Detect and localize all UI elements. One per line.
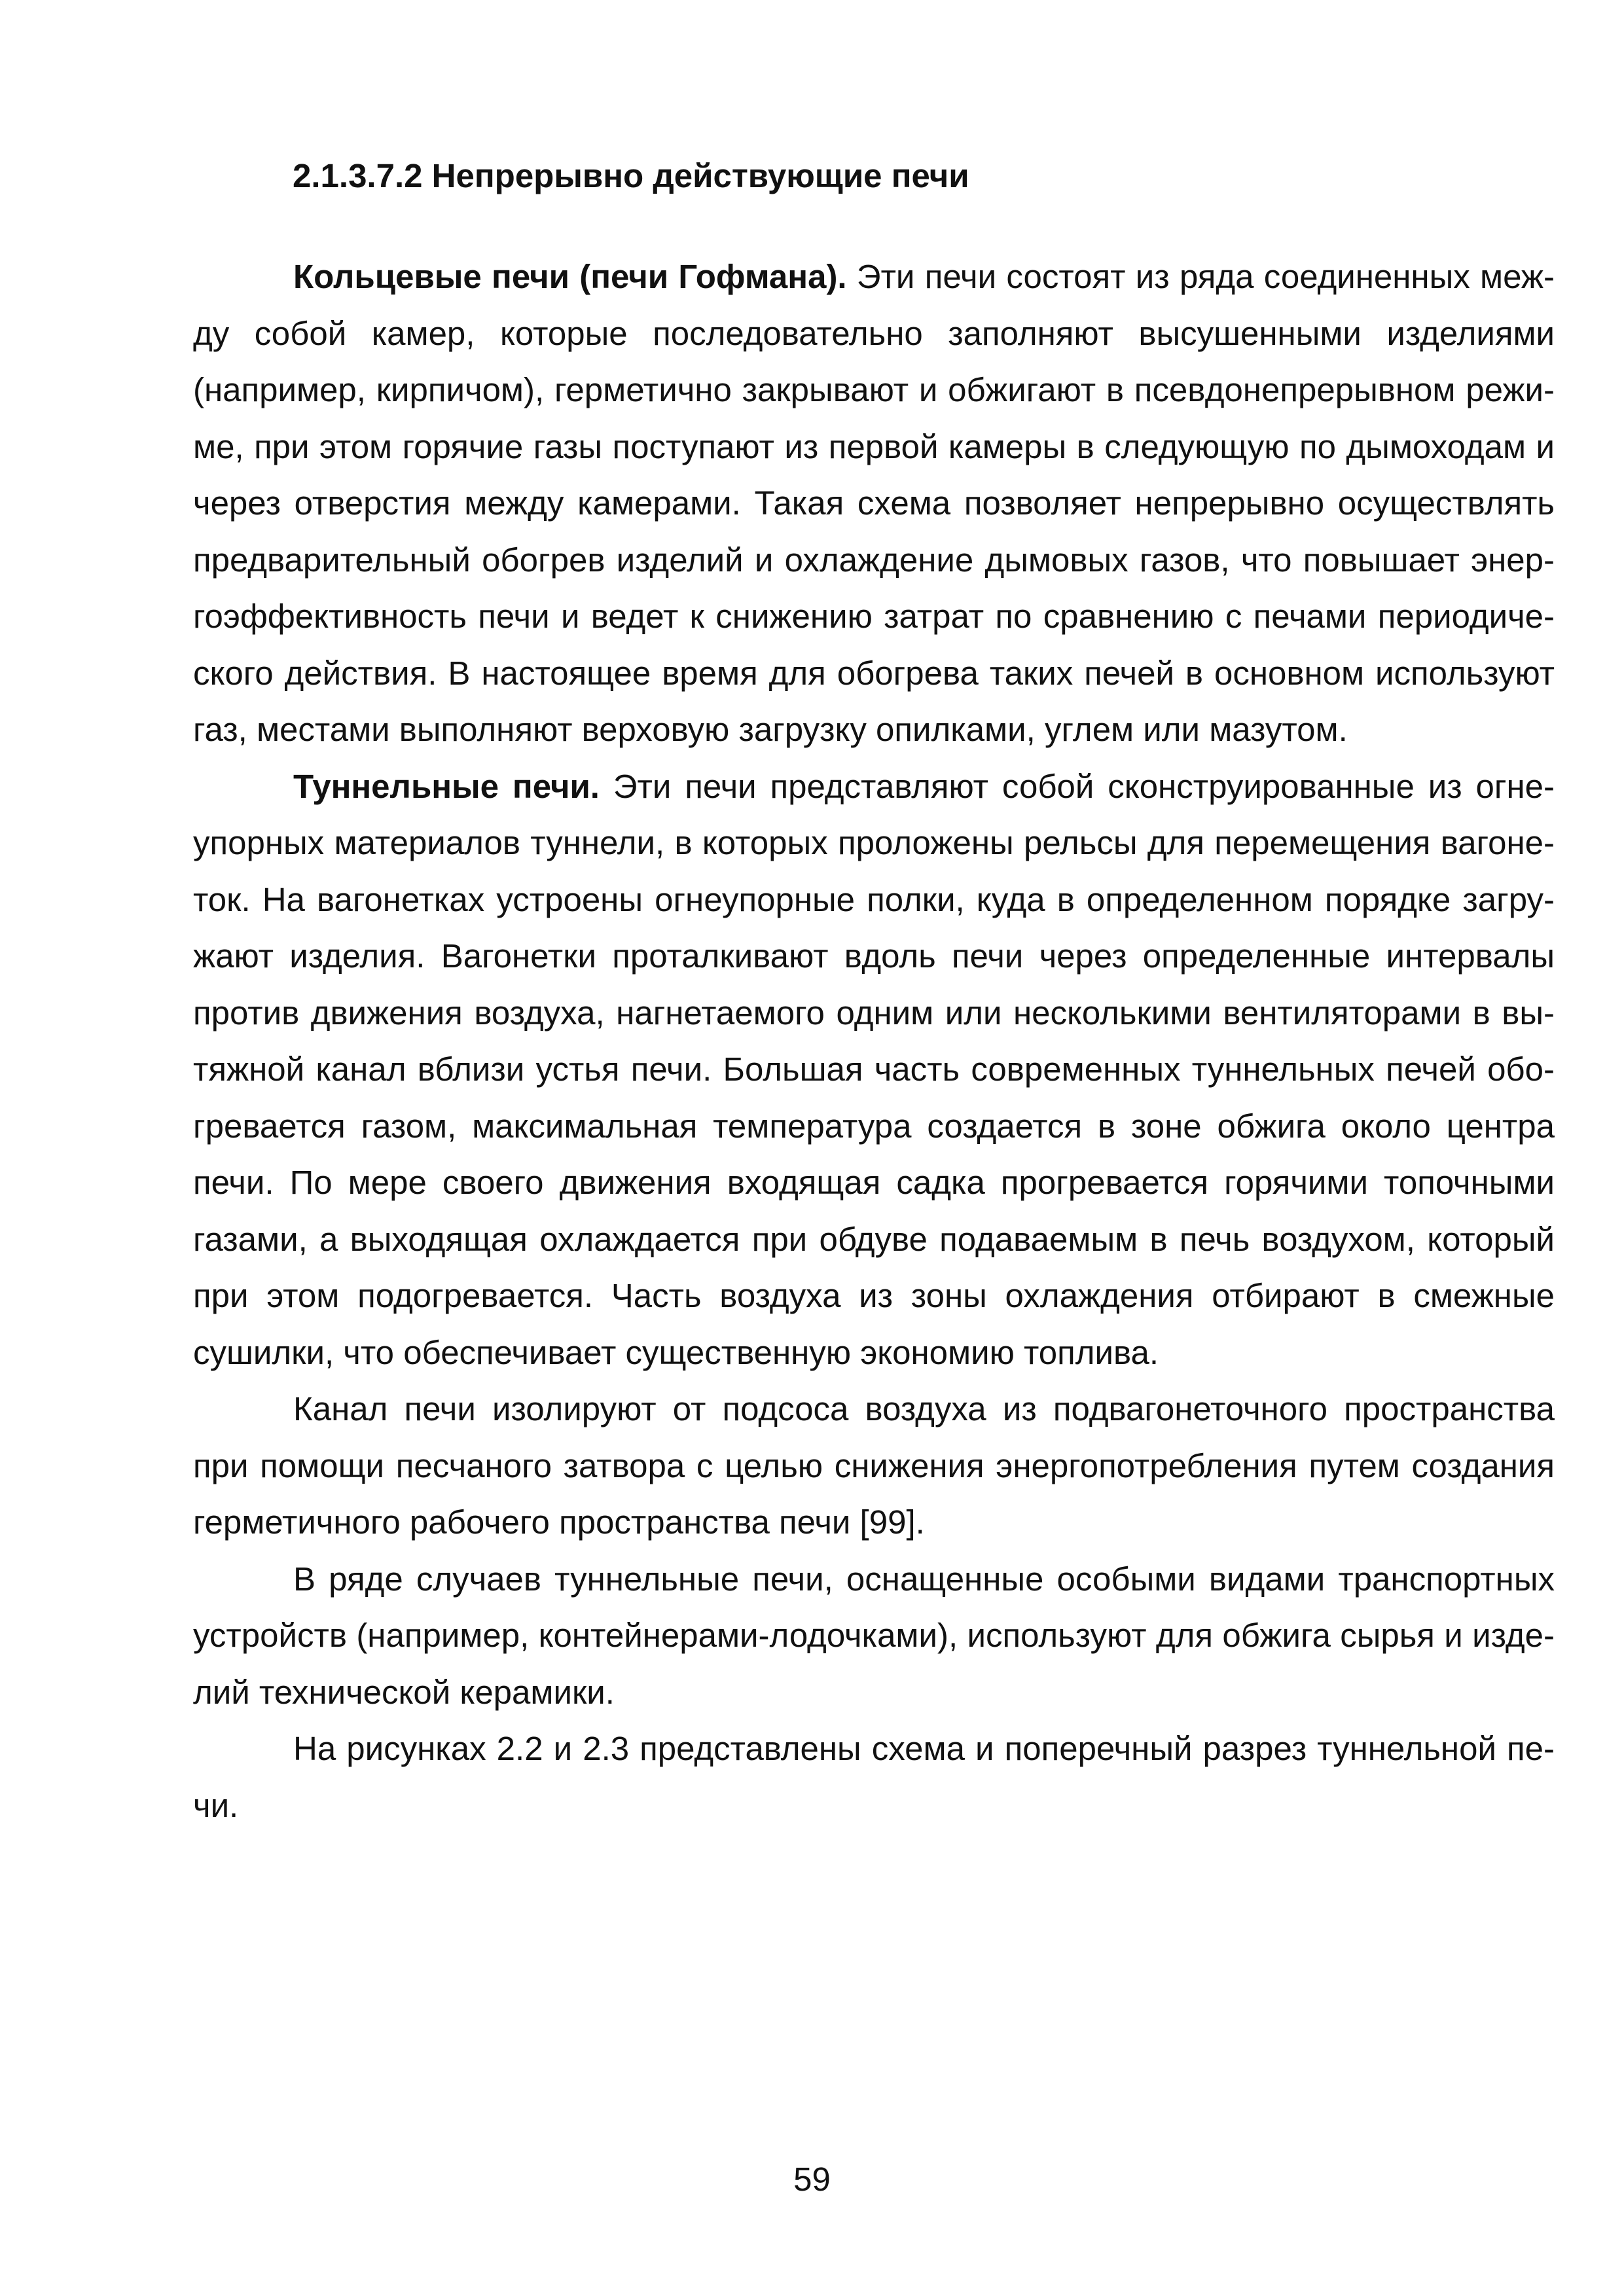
paragraph-text: Эти печи состоят из ряда соединенных между собой камер, которые последовательно заполняют высушенными изделиями (например, кирпичом), герметично закрывают и обжигают в псевдонепрерывном режиме, при этом горячие газы поступают из первой камеры в следующую по дымоходам и через отверстия между камерами. Такая схема позволяет непрерывно осуществлять предварительный обогрев изделий и охлаждение дымовых газов, что повышает энергоэффективность печи и ведет к снижению затрат по сравнению с печами периодического действия. В настоящее время для обогрева таких печей в основном используют газ, местами выполняют верховую загрузку опилками, углем или мазутом. [193, 258, 1555, 748]
paragraph-special-transport [193, 1551, 1555, 1721]
paragraph-text: Канал печи изолируют от подсоса воздуха из подвагонеточного пространства при помощи песчаного затвора с целью снижения энергопотребления путем создания герметичного рабочего пространства печи [99]. [193, 1390, 1555, 1541]
spacer [193, 213, 1555, 249]
paragraph-text: В ряде случаев туннельные печи, оснащенные особыми видами транспортных устройств (например, контейнерами-лодочками), используют для обжига сырья и изделий технической керамики. [193, 1560, 1555, 1711]
paragraph-text: Эти печи представляют собой сконструированные из огнеупорных материалов туннели, в которых проложены рельсы для перемещения вагонеток. На вагонетках устроены огнеупорные полки, куда в определенном порядке загружают изделия. Вагонетки проталкивают вдоль печи через определенные интервалы против движения воздуха, нагнетаемого одним или несколькими вентиляторами в вытяжной канал вблизи устья печи. Большая часть современных туннельных печей обогревается газом, максимальная температура создается в зоне обжига около центра печи. По мере своего движения входящая садка прогревается горячими топочными газами, а выходящая охлаждается при обдуве подаваемым в печь воздухом, который при этом подогревается. Часть воздуха из зоны охлаждения отбирают в смежные сушилки, что обеспечивает существенную экономию топлива. [193, 767, 1555, 1371]
paragraph-figures-reference [193, 1721, 1555, 1834]
section-heading: 2.1.3.7.2 Непрерывно действующие печи [293, 157, 969, 194]
page-number: 59 [793, 2161, 831, 2198]
paragraph-ring-kilns [193, 249, 1555, 759]
paragraph-text: На рисунках 2.2 и 2.3 представлены схема и поперечный разрез туннельной печи. [193, 1730, 1555, 1824]
paragraph-tunnel-kilns [193, 759, 1555, 1382]
paragraph-kiln-channel [193, 1381, 1555, 1551]
paragraph-lead: Туннельные печи. [293, 767, 600, 805]
paragraph-lead: Кольцевые печи (печи Гофмана). [293, 258, 847, 295]
page-body [193, 148, 1555, 1834]
